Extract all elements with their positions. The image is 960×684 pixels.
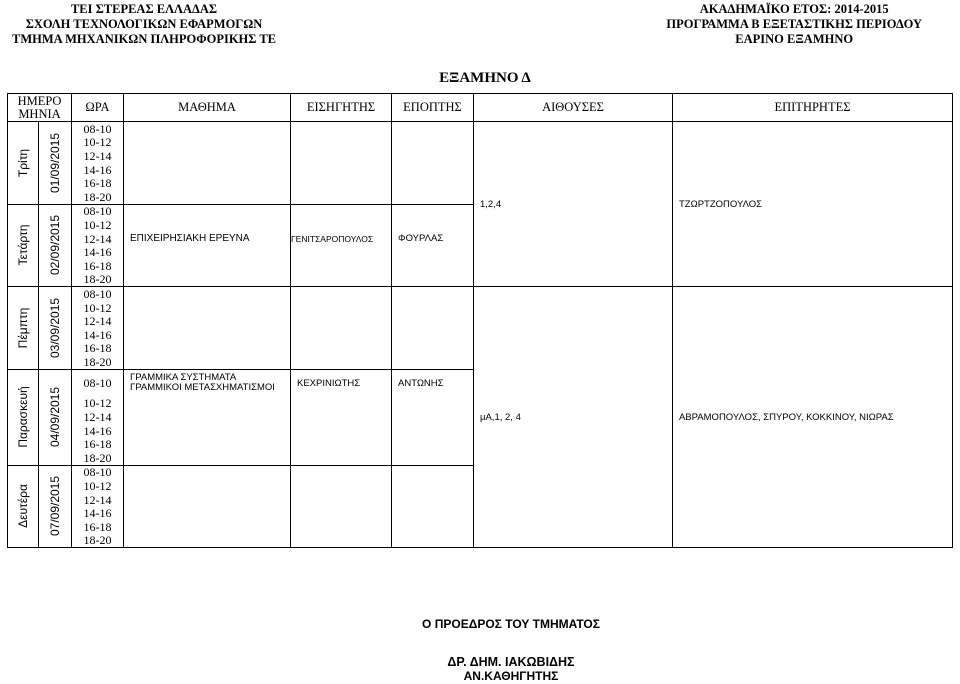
hour-cell: 12-14	[72, 149, 124, 163]
rooms-cell: μΑ,1, 2, 4	[474, 287, 673, 548]
hour-cell: 18-20	[72, 355, 124, 369]
date-cell: 02/09/2015	[39, 204, 72, 287]
hour-cell: 14-16	[72, 163, 124, 177]
hour-cell: 12-14	[72, 493, 124, 507]
hour-cell: 10-12	[72, 301, 124, 315]
hour-cell: 12-14	[72, 232, 124, 246]
hour-cell: 08-10	[72, 204, 124, 218]
hour-cell: 16-18	[72, 259, 124, 273]
invigilators-column-header: ΕΠΙΤΗΡΗΤΕΣ	[673, 94, 953, 122]
date-cell: 04/09/2015	[39, 369, 72, 465]
day-cell: Τρίτη	[8, 122, 39, 205]
date-cell: 03/09/2015	[39, 287, 72, 370]
supervisor-cell: ΑΝΤΩΝΗΣ	[392, 369, 474, 397]
course-cell: ΓΡΑΜΜΙΚΑ ΣΥΣΤΗΜΑΤΑ ΓΡΑΜΜΙΚΟΙ ΜΕΤΑΣΧΗΜΑΤΙΣΜΟΙ	[124, 369, 291, 397]
hour-cell: 16-18	[72, 520, 124, 534]
hour-cell: 18-20	[72, 190, 124, 204]
date-cell: 07/09/2015	[39, 465, 72, 548]
school-line: ΣΧΟΛΗ ΤΕΧΝΟΛΟΓΙΚΩΝ ΕΦΑΡΜΟΓΩΝ	[25, 17, 263, 31]
instructor-column-header: ΕΙΣΗΓΗΤΗΣ	[291, 94, 392, 122]
hour-cell: 08-10	[72, 369, 124, 397]
department-line: ΤΜΗΜΑ ΜΗΧΑΝΙΚΩΝ ΠΛΗΡΟΦΟΡΙΚΗΣ ΤΕ	[12, 32, 277, 46]
rooms-cell: 1,2,4	[474, 122, 673, 287]
day-cell: Παρασκευή	[8, 369, 39, 465]
invigilators-cell: ΑΒΡΑΜΟΠΟΥΛΟΣ, ΣΠΥΡΟΥ, ΚΟΚΚΙΝΟΥ, ΝΙΩΡΑΣ	[673, 287, 953, 548]
exam-schedule-table	[7, 93, 953, 548]
hour-cell: 14-16	[72, 328, 124, 342]
chair-role: ΑΝ.ΚΑΘΗΓΗΤΗΣ	[463, 669, 559, 683]
day-cell: Τετάρτη	[8, 204, 39, 287]
hour-cell: 14-16	[72, 245, 124, 259]
hour-cell: 10-12	[72, 136, 124, 150]
hour-cell: 18-20	[72, 451, 124, 465]
day-cell: Δευτέρα	[8, 465, 39, 548]
instructor-cell: ΚΕΧΡΙΝΙΩΤΗΣ	[291, 369, 392, 397]
hour-cell: 12-14	[72, 410, 124, 424]
date-cell: 01/09/2015	[39, 122, 72, 205]
chair-title: Ο ΠΡΟΕΔΡΟΣ ΤΟΥ ΤΜΗΜΑΤΟΣ	[422, 617, 600, 631]
hour-cell: 14-16	[72, 506, 124, 520]
chair-name: ΔΡ. ΔΗΜ. ΙΑΚΩΒΙΔΗΣ	[447, 655, 575, 669]
institution-line: ΤΕΙ ΣΤΕΡΕΑΣ ΕΛΛΑΔΑΣ	[70, 2, 218, 16]
hour-cell: 18-20	[72, 534, 124, 548]
program-header	[666, 2, 922, 47]
rooms-column-header: ΑΙΘΟΥΣΕΣ	[474, 94, 673, 122]
hour-cell: 16-18	[72, 176, 124, 190]
course-column-header: ΜΑΘΗΜΑ	[124, 94, 291, 122]
institution-header	[12, 2, 276, 47]
hour-cell: 16-18	[72, 437, 124, 451]
hour-cell: 10-12	[72, 397, 124, 411]
hour-cell: 12-14	[72, 314, 124, 328]
hour-cell: 08-10	[72, 122, 124, 136]
hour-column-header: ΩΡΑ	[72, 94, 124, 122]
table-row	[8, 122, 953, 136]
hour-cell: 18-20	[72, 273, 124, 287]
hour-cell: 10-12	[72, 479, 124, 493]
exam-program-line: ΠΡΟΓΡΑΜΜΑ Β ΕΞΕΤΑΣΤΙΚΗΣ ΠΕΡΙΟΔΟΥ	[666, 17, 922, 31]
hour-cell: 16-18	[72, 342, 124, 356]
day-cell: Πέμπτη	[8, 287, 39, 370]
header-row	[8, 94, 953, 122]
academic-year-line: ΑΚΑΔΗΜΑΪΚΟ ΕΤΟΣ: 2014-2015	[699, 2, 889, 16]
semester-term-line: ΕΑΡΙΝΟ ΕΞΑΜΗΝΟ	[735, 32, 854, 46]
instructor-cell: ΓΕΝΙΤΣΑΡΟΠΟΥΛΟΣ	[291, 232, 392, 246]
hour-cell: 08-10	[72, 465, 124, 479]
supervisor-column-header: ΕΠΟΠΤΗΣ	[392, 94, 474, 122]
table-row	[8, 287, 953, 301]
invigilators-cell: ΤΖΩΡΤΖΟΠΟΥΛΟΣ	[673, 122, 953, 287]
date-column-header: ΗΜΕΡΟ ΜΗΝΙΑ	[8, 94, 72, 122]
hour-cell: 08-10	[72, 287, 124, 301]
course-cell: ΕΠΙΧΕΙΡΗΣΙΑΚΗ ΕΡΕΥΝΑ	[124, 232, 291, 246]
hour-cell: 14-16	[72, 424, 124, 438]
supervisor-cell: ΦΟΥΡΛΑΣ	[392, 232, 474, 246]
hour-cell: 10-12	[72, 218, 124, 232]
semester-title: ΕΞΑΜΗΝΟ Δ	[439, 70, 531, 86]
